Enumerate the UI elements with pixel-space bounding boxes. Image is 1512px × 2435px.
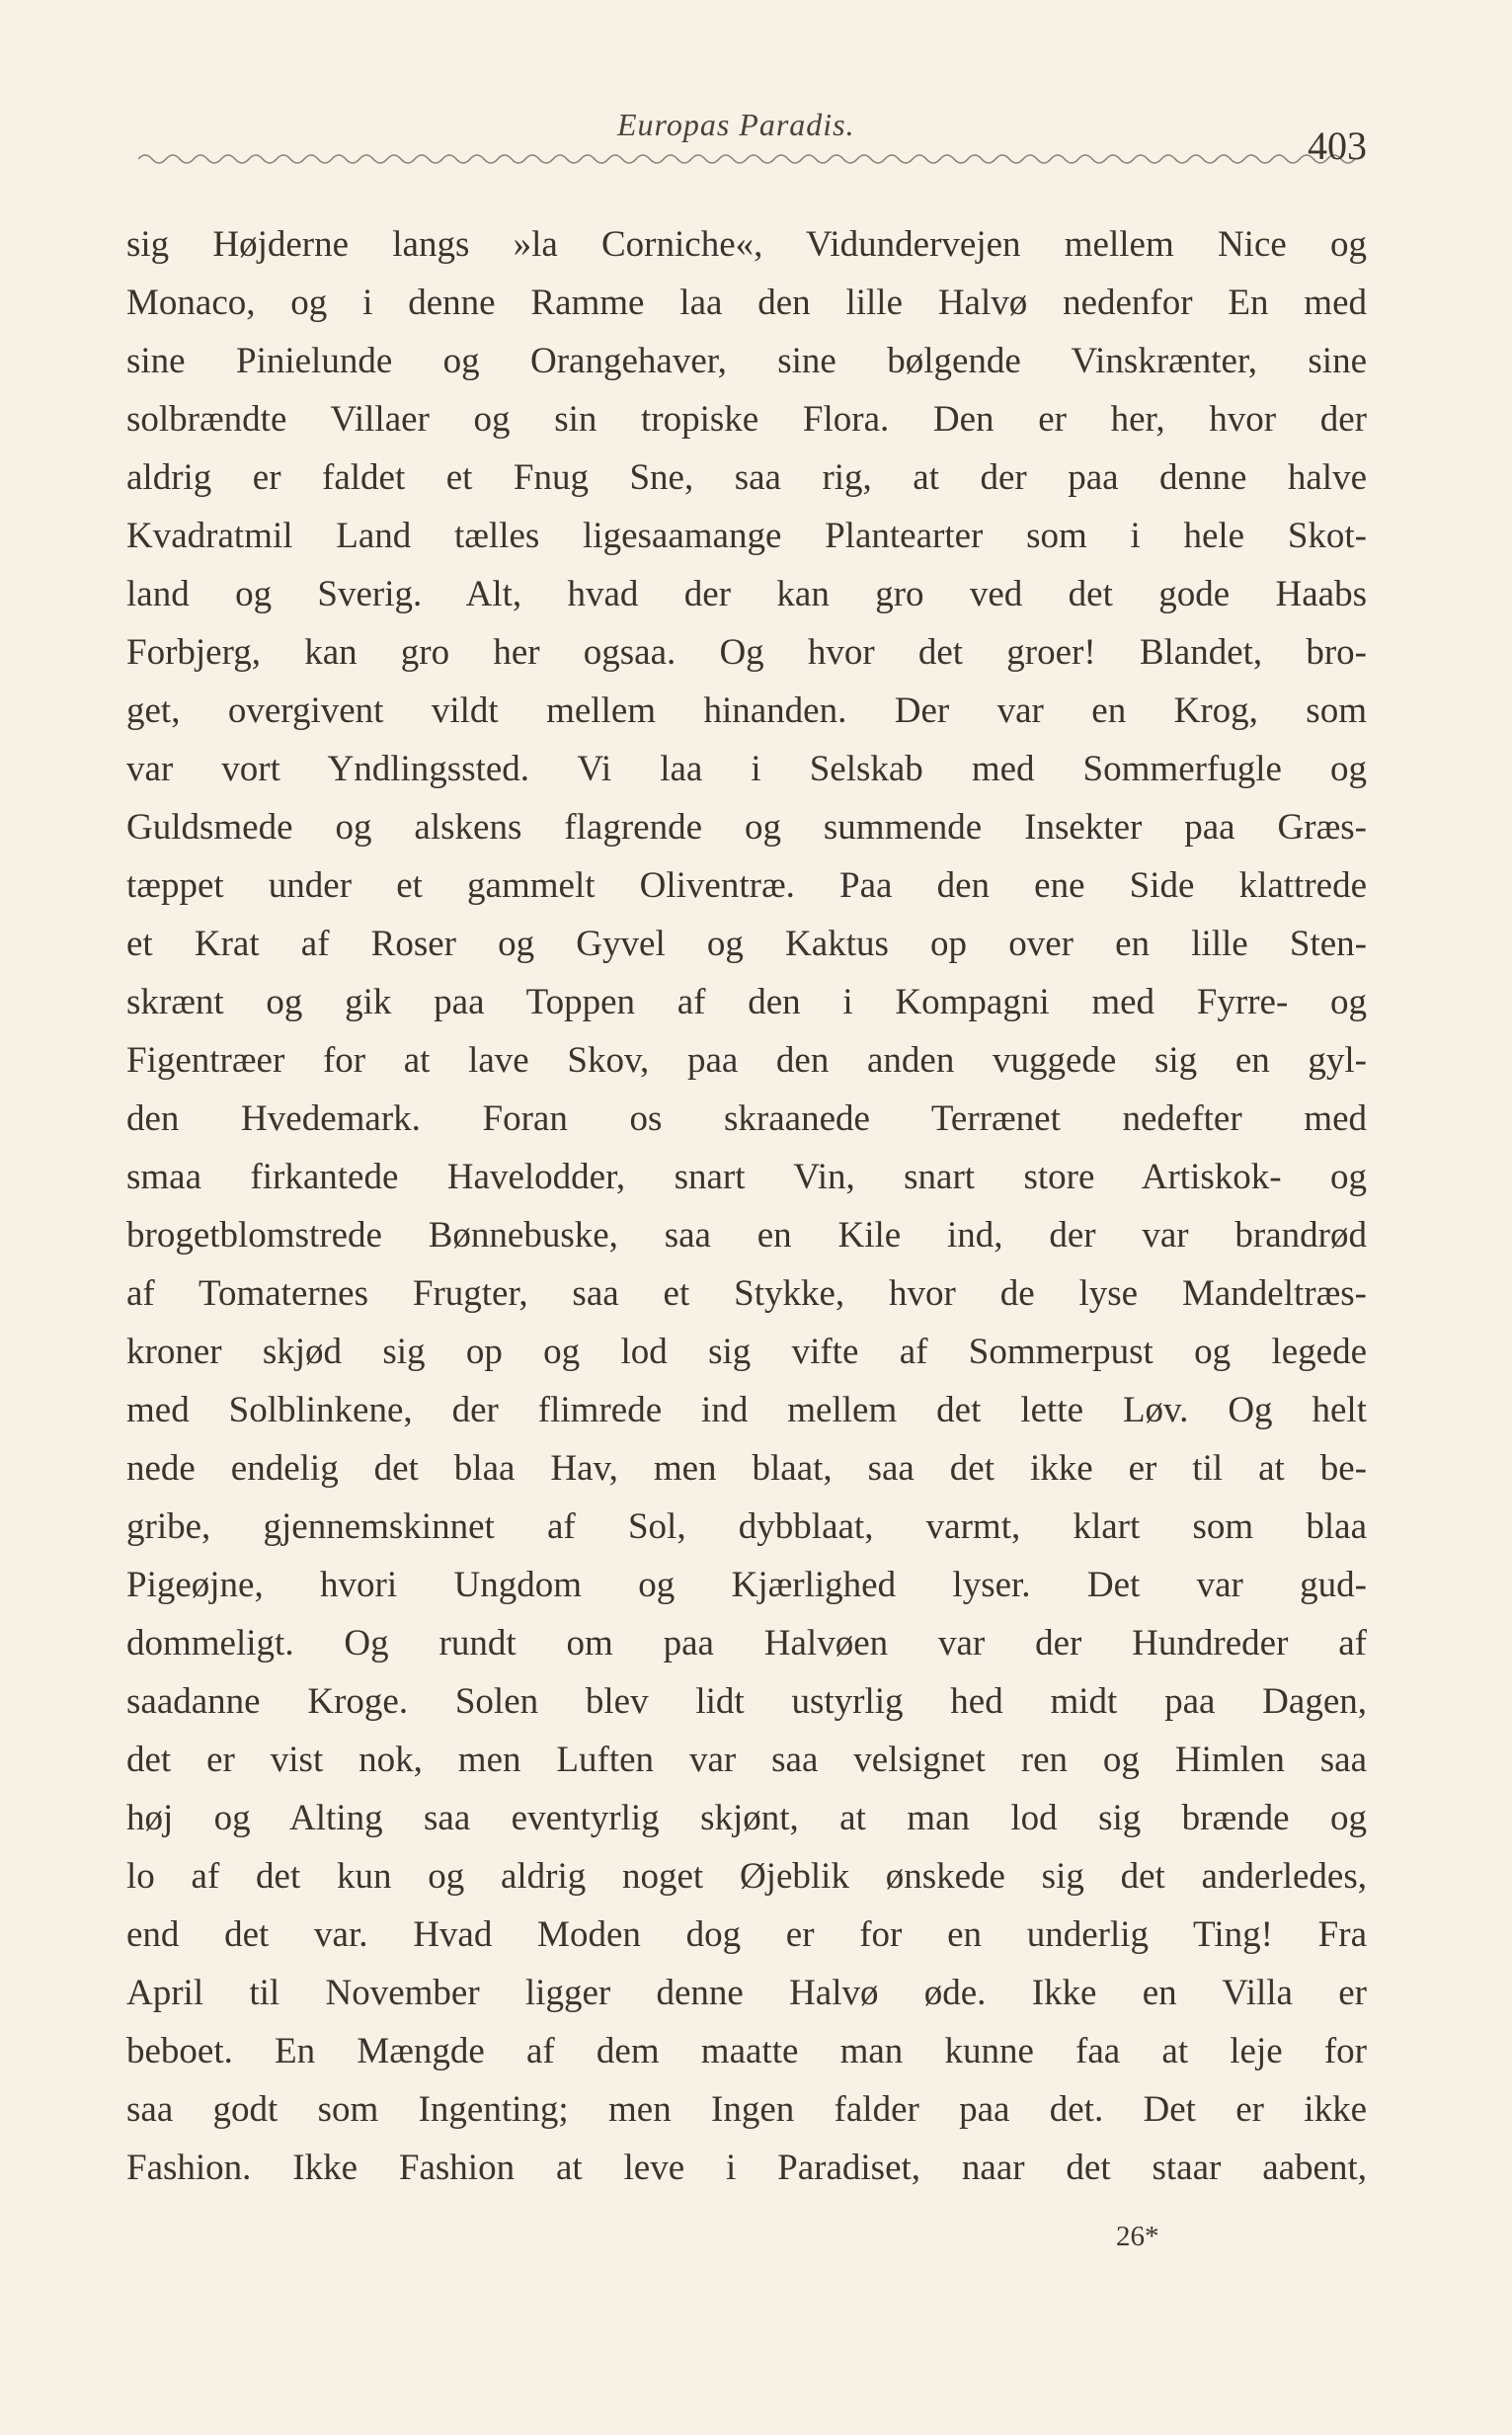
body-text	[126, 215, 1367, 2197]
decorative-wavy-rule	[138, 148, 1363, 170]
signature-mark: 26*	[1116, 2221, 1159, 2252]
text-line: sig Højderne langs »la Corniche«, Vidundervejen mellem Nice og	[126, 224, 1367, 265]
text-line: beboet. En Mængde af dem maatte man kunne faa at leje for	[126, 2031, 1367, 2071]
text-line: end det var. Hvad Moden dog er for en underlig Ting! Fra	[126, 1914, 1367, 1955]
text-line: Guldsmede og alskens flagrende og summende Insekter paa Græs-	[126, 807, 1367, 848]
text-line: get, overgivent vildt mellem hinanden. Der var en Krog, som	[126, 690, 1367, 731]
text-line: sine Pinielunde og Orangehaver, sine bølgende Vinskrænter, sine	[126, 341, 1367, 381]
text-line: Forbjerg, kan gro her ogsaa. Og hvor det groer! Blandet, bro-	[126, 632, 1367, 673]
text-line: Pigeøjne, hvori Ungdom og Kjærlighed lyser. Det var gud-	[126, 1565, 1367, 1605]
text-line: gribe, gjennemskinnet af Sol, dybblaat, varmt, klart som blaa	[126, 1506, 1367, 1547]
text-line: brogetblomstrede Bønnebuske, saa en Kile ind, der var brandrød	[126, 1215, 1367, 1256]
text-line: smaa firkantede Havelodder, snart Vin, snart store Artiskok- og	[126, 1157, 1367, 1197]
text-line: Fashion. Ikke Fashion at leve i Paradiset, naar det staar aabent,	[126, 2148, 1367, 2188]
text-line: saadanne Kroge. Solen blev lidt ustyrlig hed midt paa Dagen,	[126, 1681, 1367, 1722]
text-line: kroner skjød sig op og lod sig vifte af Sommerpust og legede	[126, 1332, 1367, 1372]
text-line: høj og Alting saa eventyrlig skjønt, at man lod sig brænde og	[126, 1798, 1367, 1838]
text-line: var vort Yndlingssted. Vi laa i Selskab med Sommerfugle og	[126, 749, 1367, 789]
text-line: tæppet under et gammelt Oliventræ. Paa den ene Side klattrede	[126, 865, 1367, 906]
text-line: saa godt som Ingenting; men Ingen falder paa det. Det er ikke	[126, 2089, 1367, 2130]
text-line: solbrændte Villaer og sin tropiske Flora. Den er her, hvor der	[126, 399, 1367, 440]
text-line: lo af det kun og aldrig noget Øjeblik ønskede sig det anderledes,	[126, 1856, 1367, 1897]
page-number: 403	[1308, 123, 1367, 168]
text-line: af Tomaternes Frugter, saa et Stykke, hvor de lyse Mandeltræs-	[126, 1273, 1367, 1314]
text-line: nede endelig det blaa Hav, men blaat, saa det ikke er til at be-	[126, 1448, 1367, 1489]
text-line: det er vist nok, men Luften var saa velsignet ren og Himlen saa	[126, 1740, 1367, 1780]
text-line: land og Sverig. Alt, hvad der kan gro ved det gode Haabs	[126, 574, 1367, 614]
text-line: den Hvedemark. Foran os skraanede Terrænet nedefter med	[126, 1098, 1367, 1139]
text-line: aldrig er faldet et Fnug Sne, saa rig, at der paa denne halve	[126, 457, 1367, 498]
text-line: Monaco, og i denne Ramme laa den lille Halvø nedenfor En med	[126, 283, 1367, 323]
text-line: med Solblinkene, der flimrede ind mellem det lette Løv. Og helt	[126, 1390, 1367, 1430]
text-line: et Krat af Roser og Gyvel og Kaktus op over en lille Sten-	[126, 924, 1367, 964]
text-line: skrænt og gik paa Toppen af den i Kompagni med Fyrre- og	[126, 982, 1367, 1022]
running-title: Europas Paradis.	[617, 107, 855, 142]
text-line: April til November ligger denne Halvø øde. Ikke en Villa er	[126, 1973, 1367, 2013]
text-line: Figentræer for at lave Skov, paa den anden vuggede sig en gyl-	[126, 1040, 1367, 1081]
text-line: dommeligt. Og rundt om paa Halvøen var der Hundreder af	[126, 1623, 1367, 1664]
text-line: Kvadratmil Land tælles ligesaamange Plantearter som i hele Skot-	[126, 516, 1367, 556]
wavy-rule-graphic	[138, 148, 1363, 170]
